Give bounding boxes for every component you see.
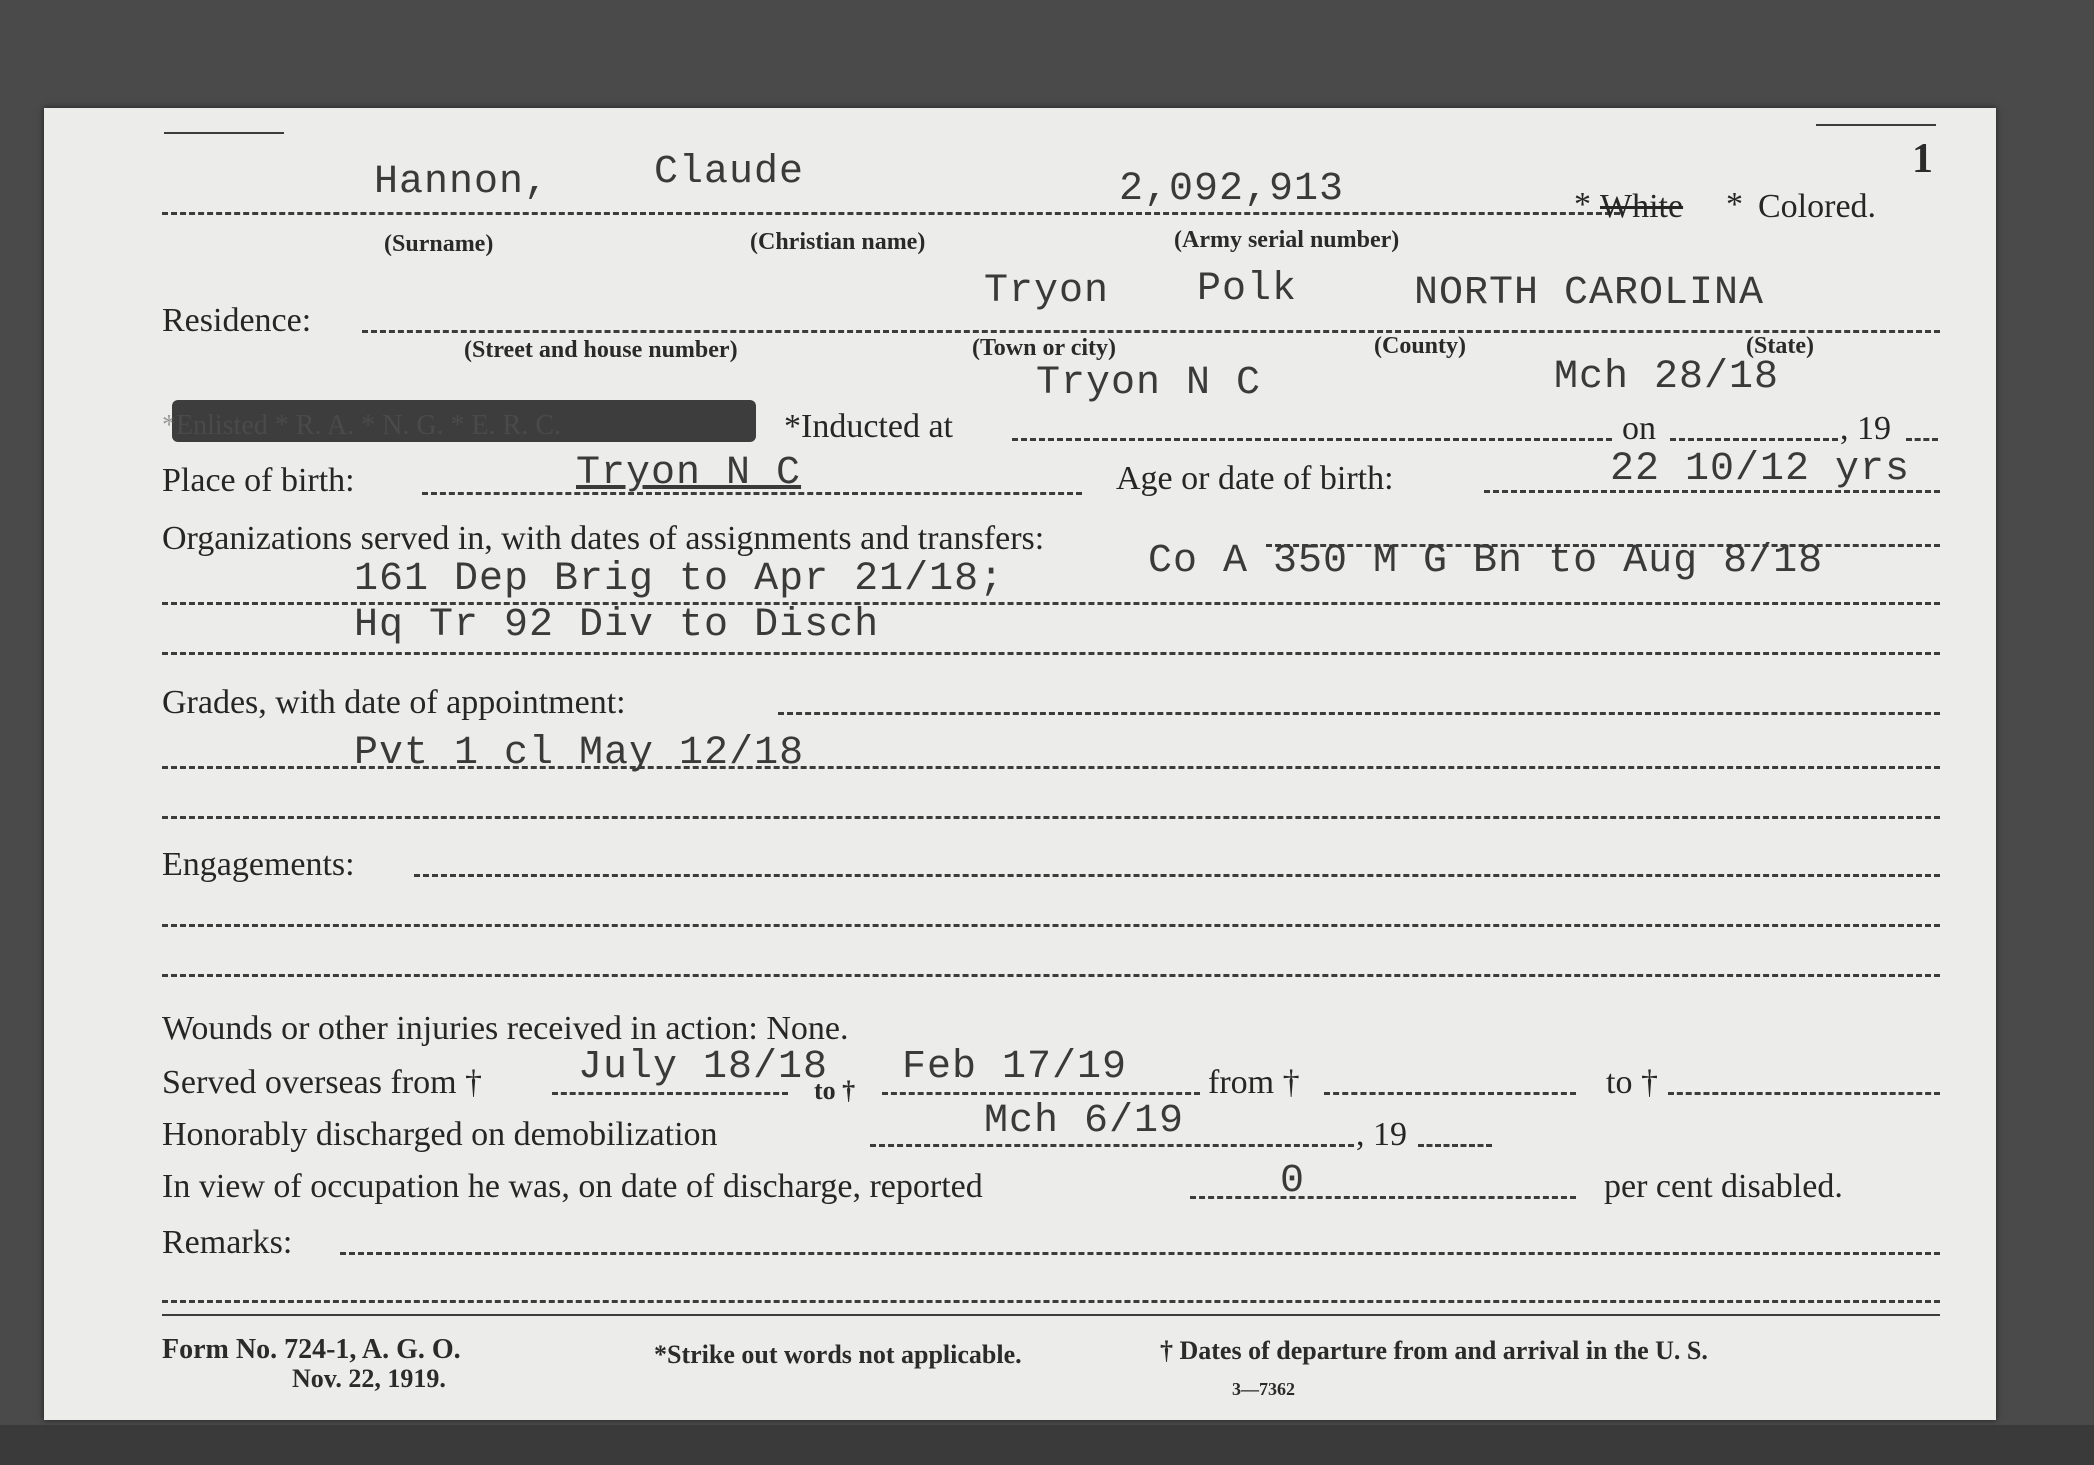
inducted-date: Mch 28/18 <box>1554 355 1780 400</box>
caption-serial: (Army serial number) <box>1174 227 1400 253</box>
overseas-from: July 18/18 <box>578 1045 829 1090</box>
overseas-to-small: to † <box>814 1076 856 1105</box>
birth-place-label: Place of birth: <box>162 462 355 499</box>
form-date: Nov. 22, 1919. <box>292 1364 446 1393</box>
inducted-at-line <box>1012 438 1612 441</box>
page-number: 1 <box>1912 136 1933 182</box>
discharge-year-line <box>1418 1144 1492 1147</box>
residence-label: Residence: <box>162 302 312 339</box>
from-line <box>1324 1092 1576 1095</box>
discharge-date: Mch 6/19 <box>984 1099 1185 1144</box>
discharge-label: Honorably discharged on demobilization <box>162 1116 718 1153</box>
inducted-date-line <box>1670 438 1838 441</box>
organization-line-1: 161 Dep Brig to Apr 21/18; <box>354 557 1005 602</box>
discharge-year: , 19 <box>1356 1116 1407 1153</box>
inducted-year: , 19 <box>1840 410 1891 447</box>
organization-line-2: Hq Tr 92 Div to Disch <box>354 603 880 648</box>
to-label: to † <box>1606 1064 1658 1101</box>
scan-background-strip <box>0 1425 2094 1465</box>
inducted-label: *Inducted at <box>784 408 953 445</box>
caption-town: (Town or city) <box>972 335 1116 361</box>
disability-label: In view of occupation he was, on date of discharge, reported <box>162 1168 983 1205</box>
grade-value: Pvt 1 cl May 12/18 <box>354 731 805 776</box>
enlisted-struck-options: *Enlisted * R. A. * N. G. * E. R. C. <box>162 410 562 441</box>
serial-number: 2,092,913 <box>1119 167 1345 212</box>
residence-county: Polk <box>1197 267 1298 312</box>
disability-suffix: per cent disabled. <box>1604 1168 1843 1205</box>
form-number: Form No. 724-1, A. G. O. <box>162 1334 461 1365</box>
strike-note: *Strike out words not applicable. <box>654 1340 1022 1369</box>
caption-street: (Street and house number) <box>464 337 738 363</box>
surname: Hannon, <box>374 160 550 205</box>
disability-value: 0 <box>1280 1159 1306 1204</box>
age-label: Age or date of birth: <box>1116 460 1394 497</box>
grades-line-2 <box>162 816 1940 819</box>
to-line <box>1668 1092 1940 1095</box>
overseas-to: Feb 17/19 <box>902 1045 1128 1090</box>
from-label: from † <box>1208 1064 1300 1101</box>
grades-line-1 <box>162 766 1940 769</box>
wounds-label: Wounds or other injuries received in action: None. <box>162 1010 849 1047</box>
engagements-label: Engagements: <box>162 846 355 883</box>
dates-note: † Dates of departure from and arrival in the U. S. <box>1160 1336 1708 1365</box>
caption-christian: (Christian name) <box>750 229 926 255</box>
top-right-rule <box>1816 124 1936 126</box>
remarks-label: Remarks: <box>162 1224 293 1261</box>
race-white-struck: White <box>1600 188 1684 225</box>
organizations-label: Organizations served in, with dates of assignments and transfers: <box>162 520 1045 557</box>
christian-name: Claude <box>654 150 805 195</box>
race-star-1: * <box>1574 186 1591 223</box>
grades-label: Grades, with date of appointment: <box>162 684 626 721</box>
grades-line-0 <box>778 712 1940 715</box>
organizations-line-2 <box>162 652 1940 655</box>
discharge-line <box>870 1144 1354 1147</box>
inducted-at: Tryon N C <box>1036 361 1262 406</box>
top-left-rule <box>164 132 284 134</box>
residence-town: Tryon <box>984 269 1110 314</box>
overseas-from-line <box>552 1092 788 1095</box>
inducted-year-line <box>1906 438 1938 441</box>
race-star-2: * <box>1726 186 1743 223</box>
overseas-label: Served overseas from † <box>162 1064 483 1101</box>
organization-line-1b: Co A 350 M G Bn to Aug 8/18 <box>1148 539 1824 584</box>
caption-surname: (Surname) <box>384 231 494 257</box>
overseas-to-line <box>882 1092 1200 1095</box>
footer-rule <box>162 1314 1940 1316</box>
service-record-card <box>44 108 1996 1420</box>
caption-state: (State) <box>1746 333 1814 359</box>
engagements-line-2 <box>162 974 1940 977</box>
race-colored: Colored. <box>1758 188 1877 225</box>
disability-line <box>1190 1196 1576 1199</box>
print-code: 3—7362 <box>1232 1379 1295 1399</box>
residence-line <box>362 330 1940 333</box>
caption-county: (County) <box>1374 333 1467 359</box>
on-label: on <box>1622 410 1656 447</box>
name-line <box>162 212 1620 215</box>
birth-place: Tryon N C <box>576 451 802 496</box>
engagements-line-0 <box>414 874 1940 877</box>
age-value: 22 10/12 yrs <box>1610 447 1911 492</box>
remarks-line-0 <box>340 1252 1940 1255</box>
residence-state: NORTH CAROLINA <box>1414 271 1765 316</box>
remarks-line-1 <box>162 1300 1940 1303</box>
engagements-line-1 <box>162 924 1940 927</box>
